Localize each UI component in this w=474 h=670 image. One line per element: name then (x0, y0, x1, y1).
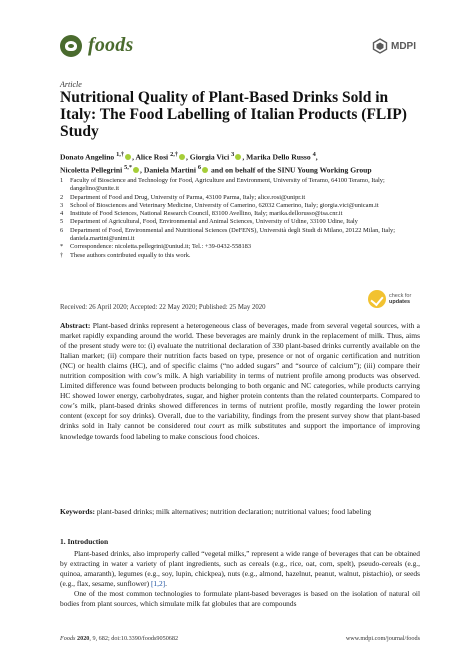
affiliation-item (60, 218, 420, 226)
keywords-text: plant-based drinks; milk alternatives; nutrition declaration; nutritional values; food labeling (96, 507, 372, 516)
orcid-icon[interactable] (202, 167, 208, 173)
footer-doi[interactable]: , 9, 682; doi:10.3390/foods9050682 (89, 635, 179, 642)
affiliation-mark: 1 (60, 177, 64, 184)
equal-contribution-note (60, 252, 420, 260)
affiliation-text: Faculty of Bioscience and Technology for Food, Agriculture and Environment, University of Teramo, 64100 Teramo, Italy; dangelino@unite.it (70, 177, 385, 193)
publication-dates: Received: 26 April 2020; Accepted: 22 May 2020; Published: 25 May 2020 (60, 304, 266, 311)
affiliation-text: Institute of Food Sciences, National Research Council, 83100 Avellino, Italy; marika.dellorusso@isa.cnr.it (70, 210, 343, 218)
affiliation-text: Department of Agricultural, Food, Environmental and Animal Sciences, University of Udine, 33100 Udine, Italy (70, 218, 358, 226)
correspondence-text[interactable]: Correspondence: nicoletta.pellegrini@uniud.it; Tel.: +39-0432-558183 (70, 243, 252, 251)
journal-logo[interactable] (60, 34, 133, 57)
abstract-italic: tout court (193, 421, 225, 431)
article-title: Nutritional Quality of Plant-Based Drinks Sold in Italy: The Food Labelling of Italian Products (FLIP) Study (60, 89, 407, 140)
affiliation-mark: 2 (60, 193, 64, 201)
affiliation-mark: 4 (60, 210, 64, 218)
article-type: Article (60, 80, 82, 89)
publisher-name: MDPI (391, 40, 416, 52)
foods-logo-icon (60, 35, 82, 57)
publisher-logo[interactable] (372, 38, 416, 54)
citation-link[interactable]: [1,2] (150, 579, 166, 589)
author-sup: 2,† (170, 151, 178, 158)
abstract-text-1: Plant-based drinks represent a heterogeneous class of beverages, made from several vegetal sources, with a market rapidly expanding around the world. These beverages are mainly drunk in the replacement of milk. Thus, aims of the present study were to: (i) evaluate the nutritional declaration of 330 plant-based drinks currently available on the Italian market; (ii) compare their nutrition facts based on type, presence or not of organic certification and nutrition (NC) or health claims (HC), and of specific claims (“no added sugars” and “source of calcium”); (iii) compare their nutrition composition with cow’s milk. A high variability in terms of nutrient profile among products was observed. Limited difference was found between products belonging to both organic and NC categories, while products carrying HC showed lower energy, carbohydrates, sugar, and higher protein contents than the related counterparts. Compared to cow’s milk, plant-based drinks showed differences in terms of nutrient profile, mostly regarding the lower protein content (except for soy drinks). Overall, due to the variability, findings from the present survey show that plant-based drinks sold in Italy cannot be considered (60, 321, 421, 431)
author-sup: 6 (197, 164, 202, 172)
correspondence-item (60, 243, 420, 251)
author-name[interactable]: Marika Dello Russo (246, 152, 311, 162)
keywords (60, 507, 420, 517)
introduction-body (60, 549, 420, 609)
intro-text-end: . (165, 579, 167, 589)
author-name[interactable]: Giorgia Vici (189, 152, 230, 162)
abstract-label: Abstract: (60, 321, 91, 330)
intro-paragraph-1 (60, 549, 420, 589)
author-name[interactable]: Nicoletta Pellegrini (60, 165, 123, 175)
author-name[interactable]: Daniela Martini (143, 165, 196, 175)
author-name[interactable]: Donato Angelino (60, 152, 115, 162)
author-sup: 5,* (124, 164, 133, 172)
author-sup: 1,† (116, 151, 125, 158)
footer-year: 2020 (77, 635, 90, 642)
mdpi-logo-icon (372, 38, 388, 54)
affiliation-mark: * (60, 243, 64, 251)
author-list (60, 150, 430, 176)
affiliation-mark: 5 (60, 218, 64, 226)
section-heading: 1. Introduction (60, 537, 109, 546)
author-group: and on behalf of the SINU Young Working Group (210, 165, 372, 175)
affiliation-mark: † (60, 251, 64, 259)
page-footer (60, 635, 420, 642)
affiliation-text: School of Biosciences and Veterinary Medicine, University of Camerino, 62032 Camerino, Italy; giorgia.vici@unicam.it (70, 201, 379, 209)
affiliation-item (60, 210, 420, 218)
affiliation-mark: 3 (60, 201, 64, 209)
equal-contribution-text: These authors contributed equally to this work. (70, 251, 191, 259)
journal-name: foods (88, 34, 134, 56)
affiliation-mark: 6 (60, 226, 64, 234)
footer-url[interactable]: www.mdpi.com/journal/foods (345, 635, 420, 642)
check-updates-label (389, 293, 411, 305)
author-line-1: Donato Angelino $^{1,\dagger}$ , Alice Rosi $^{2,\dagger}$ , Giorgia Vici $^3$ , Marika Dello Russo $^4$, (60, 151, 318, 162)
check-updates-line2: updates (389, 299, 411, 305)
affiliation-list (60, 177, 420, 260)
affiliation-text: Department of Food and Drug, University of Parma, 43100 Parma, Italy; alice.rosi@unipr.it (70, 193, 306, 201)
footer-journal: Foods (60, 635, 76, 642)
check-updates-line1: check for (389, 292, 412, 299)
check-updates-icon (368, 290, 386, 308)
abstract (60, 321, 420, 442)
orcid-icon[interactable] (235, 154, 241, 160)
author-sup: 3 (231, 151, 235, 158)
keywords-label: Keywords: (60, 507, 95, 516)
intro-text: Plant-based drinks, also improperly called “vegetal milks,” represent a wide range of beverages that can be obtained by extracting in water a variety of plant ingredients, such as cereals (e.g., rice, oat, corn, spelt), pseudo-cereals (e.g., quinoa, amaranth), legumes (e.g., soy, lupin, chickpea), nuts (e.g., almond, hazelnut, peanut, walnut, pistachio), or seeds (e.g., flax, sesame, sunflower) (60, 549, 420, 589)
footer-citation (60, 635, 178, 642)
orcid-icon[interactable] (179, 154, 185, 160)
check-for-updates-badge[interactable] (368, 290, 411, 308)
orcid-icon[interactable] (125, 154, 131, 160)
orcid-icon[interactable] (133, 167, 139, 173)
author-name[interactable]: Alice Rosi (135, 152, 169, 162)
affiliation-item (60, 227, 420, 244)
author-line-2: Nicoletta Pellegrini $^{5,*}$ , Daniela Martini $^6$ and on behalf of the SINU Young Working Group (60, 164, 372, 175)
abstract-text-2: as milk substitutes and support the importance of improving knowledge towards food labeling to make conscious food choices. (60, 421, 421, 441)
intro-paragraph-2: One of the most common technologies to formulate plant-based beverages is based on the isolation of natural oil bodies from plant sources, which simulate milk fat globules that are compounds (60, 589, 420, 609)
author-sup: 4 (312, 151, 316, 158)
affiliation-text: Department of Food, Environmental and Nutritional Sciences (DeFENS), Università degli Studi di Milano, 20122 Milan, Italy; daniela.martini@unimi.it (70, 226, 395, 243)
affiliation-item (60, 177, 420, 194)
affiliation-item (60, 194, 420, 202)
affiliation-item (60, 202, 420, 210)
